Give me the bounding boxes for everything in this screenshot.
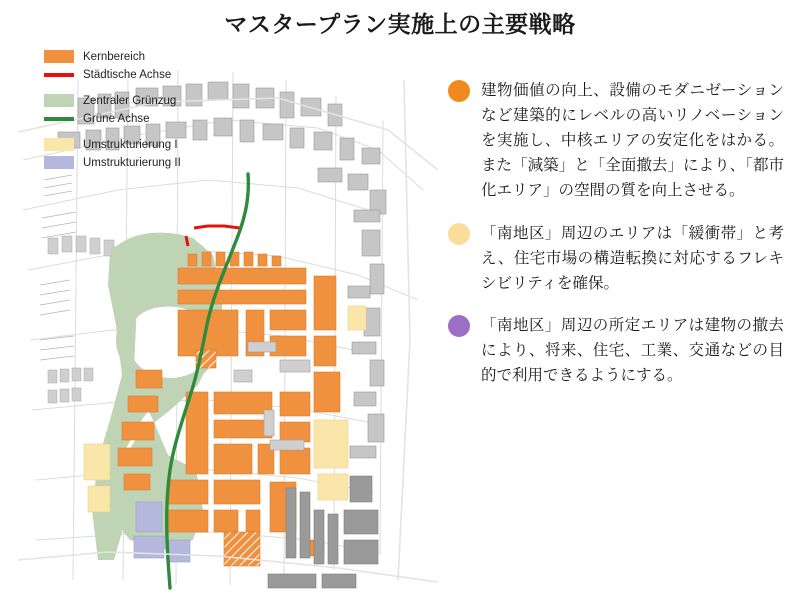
legend-label-kernbereich: Kernbereich [83,50,146,63]
legend-swatch-staedtische-achse [44,73,74,77]
legend-swatch-gruene-achse [44,117,74,121]
page-title: マスタープラン実施上の主要戦略 [224,11,576,37]
legend-swatch-umstrukturierung-1 [44,138,74,151]
legend-swatch-zentraler-gruenzug [44,94,74,107]
legend-label-umstrukturierung-2: Umstrukturierung II [83,156,181,169]
legend-item-umstrukturierung-1 [44,136,259,153]
legend-item-kernbereich [44,48,259,65]
map-panel [18,40,438,590]
bullet-text-1: 建物価値の向上、設備のモダニゼーションなど建築的にレベルの高いリノベーションを実施し、中核エリアの安定化をはかる。また「減築」と「全面撤去」により、「都市化エリア」の空間の質を向上させる。 [481,82,784,200]
bullet-dot-orange [448,80,470,102]
bullet-item-1 [448,78,784,204]
legend-label-gruene-achse: Grüne Achse [83,112,150,125]
map-legend [44,48,259,172]
bullet-dot-yellow [448,223,470,245]
legend-swatch-umstrukturierung-2 [44,156,74,169]
legend-item-gruene-achse [44,110,259,127]
legend-item-staedtische-achse [44,66,259,83]
legend-label-zentraler-gruenzug: Zentraler Grünzug [83,94,177,107]
legend-label-umstrukturierung-1: Umstrukturierung I [83,138,178,151]
bullet-item-3 [448,313,784,388]
legend-label-staedtische-achse: Städtische Achse [83,68,172,81]
urban-axis-red-2 [186,236,188,246]
strategy-bullet-list [448,78,784,405]
legend-swatch-kernbereich [44,50,74,63]
legend-item-umstrukturierung-2 [44,154,259,171]
bullet-text-2: 「南地区」周辺のエリアは「緩衝帯」と考え、住宅市場の構造転換に対応するフレキシビリティを確保。 [481,224,784,292]
bullet-item-2 [448,221,784,296]
bullet-dot-purple [448,315,470,337]
legend-item-zentraler-gruenzug [44,92,259,109]
bullet-text-3: 「南地区」周辺の所定エリアは建物の撤去により、将来、住宅、工業、交通などの目的で利用できるようにする。 [481,316,784,385]
